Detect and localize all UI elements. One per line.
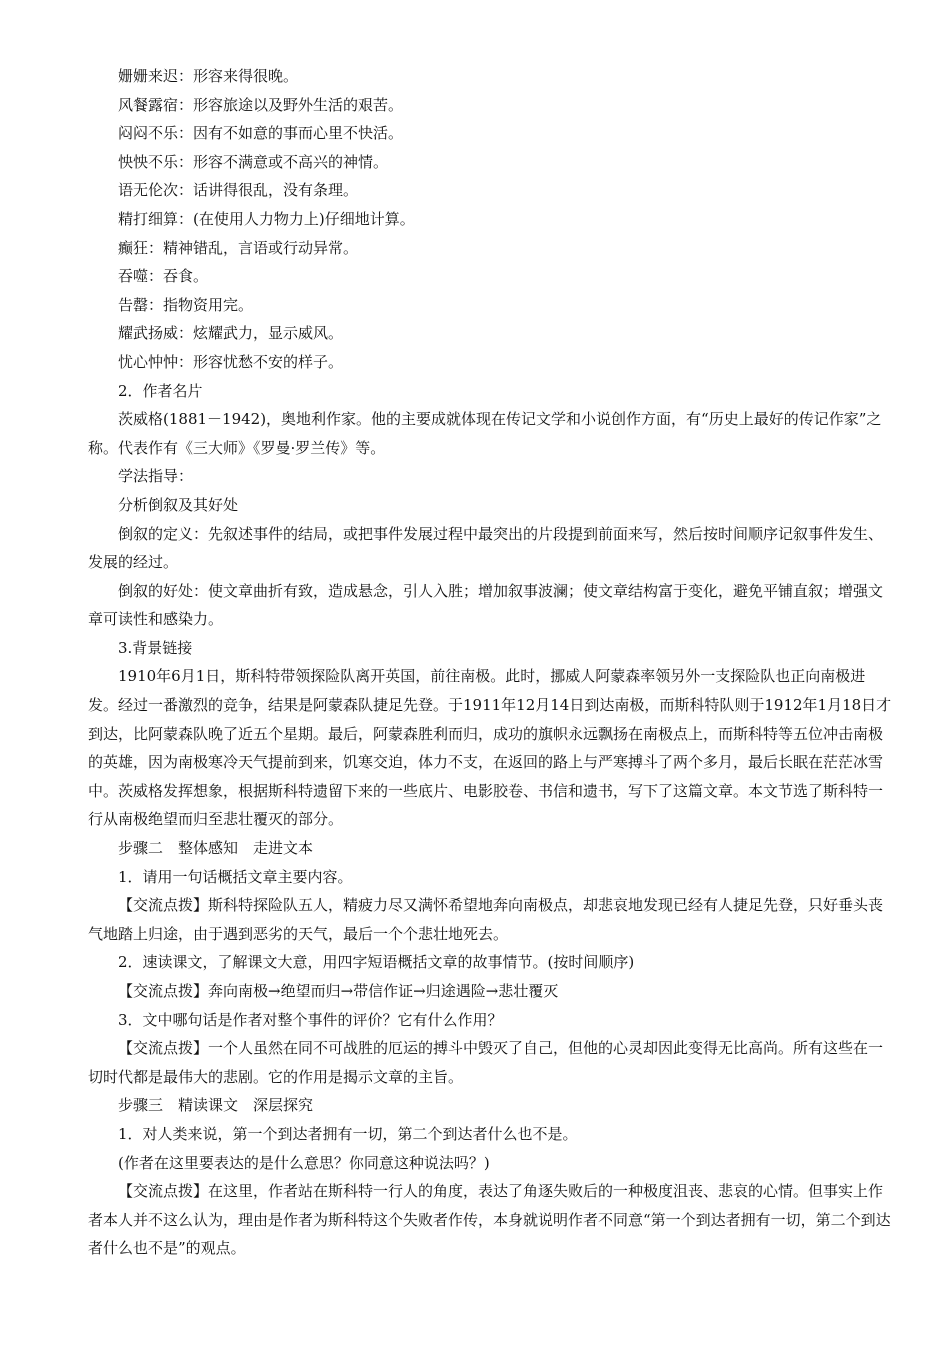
method-benefit: 倒叙的好处：使文章曲折有致，造成悬念，引人入胜；增加叙事波澜；使文章结构富于变化，避免平铺直叙；增强文章可读性和感染力。 xyxy=(88,581,884,629)
vocab-item: 风餐露宿：形容旅途以及野外生活的艰苦。 xyxy=(118,95,404,114)
step2-answer-3: 【交流点拨】一个人虽然在同不可战胜的厄运的搏斗中毁灭了自己，但他的心灵却因此变得无比高尚。所有这些在一切时代都是最伟大的悲剧。它的作用是揭示文章的主旨。 xyxy=(88,1039,884,1086)
vocab-item: 语无伦次：话讲得很乱，没有条理。 xyxy=(118,181,359,200)
step2-question-3: 3．文中哪句话是作者对整个事件的评价？它有什么作用？ xyxy=(118,1010,503,1029)
step3-question-1: 1．对人类来说，第一个到达者拥有一切，第二个到达者什么也不是。 xyxy=(118,1124,578,1143)
vocab-item: 忧心忡忡：形容忧愁不安的样子。 xyxy=(118,352,344,371)
step2-question-1: 1．请用一句话概括文章主要内容。 xyxy=(118,867,353,886)
vocab-item: 怏怏不乐：形容不满意或不高兴的神情。 xyxy=(118,152,389,171)
background-text: 1910年6月1日，斯科特带领探险队离开英国，前往南极。此时，挪威人阿蒙森率领另外一支探险队也正向南极进发。经过一番激烈的竞争，结果是阿蒙森队捷足先登。于1911年12月14日到达南极，而斯科特队则于1912年1月18日才到达，比阿蒙森队晚了近五个星期。最后，阿蒙森胜利而归，成功的旗帜永远飘扬在南极点上，而斯科特等五位冲击南极的英雄，因为南极寒冷天气提前到来，饥寒交迫，体力不支，在返回的路上与严寒搏斗了两个多月，最后长眠在茫茫冰雪中。茨威格发挥想象，根据斯科特遗留下来的一些底片、电影胶卷、书信和遗书，写下了这篇文章。本文节选了斯科特一行从南极绝望而归至悲壮覆灭的部分。 xyxy=(88,667,892,829)
vocab-item: 吞噬：吞食。 xyxy=(118,267,209,286)
step2-question-2: 2．速读课文，了解课文大意，用四字短语概括文章的故事情节。(按时间顺序) xyxy=(118,953,635,972)
step3-question-1-sub: (作者在这里要表达的是什么意思？你同意这种说法吗？) xyxy=(118,1153,490,1172)
step2-answer-2: 【交流点拨】奔向南极→绝望而归→带信作证→归途遇险→悲壮覆灭 xyxy=(118,982,559,1000)
method-definition: 倒叙的定义：先叙述事件的结局，或把事件发展过程中最突出的片段提到前面来写，然后按时间顺序记叙事件发生、发展的经过。 xyxy=(88,524,884,572)
step3-answer-1: 【交流点拨】在这里，作者站在斯科特一行人的角度，表达了角逐失败后的一种极度沮丧、悲哀的心情。但事实上作者本人并不这么认为，理由是作者为斯科特这个失败者作传，本身就说明作者不同意“第一个到达者拥有一切，第二个到达者什么也不是”的观点。 xyxy=(88,1182,891,1258)
vocab-item: 耀武扬威：炫耀武力，显示威风。 xyxy=(118,324,344,343)
author-text: 茨威格(1881－1942)，奥地利作家。他的主要成就体现在传记文学和小说创作方面，有“历史上最好的传记作家”之称。代表作有《三大师》《罗曼·罗兰传》等。 xyxy=(88,410,882,457)
author-heading: 2．作者名片 xyxy=(118,381,203,400)
step3-heading: 步骤三 精读课文 深层探究 xyxy=(118,1096,314,1115)
step2-heading: 步骤二 整体感知 走进文本 xyxy=(118,839,314,858)
vocab-item: 精打细算：(在使用人力物力上)仔细地计算。 xyxy=(118,209,415,228)
document-page xyxy=(88,62,894,1263)
vocab-item: 姗姗来迟：形容来得很晚。 xyxy=(118,67,299,85)
vocab-item: 闷闷不乐：因有不如意的事而心里不快活。 xyxy=(118,124,404,143)
vocab-item: 癫狂：精神错乱，言语或行动异常。 xyxy=(118,238,359,257)
vocab-item: 告罄：指物资用完。 xyxy=(118,295,254,314)
step2-answer-1: 【交流点拨】斯科特探险队五人，精疲力尽又满怀希望地奔向南极点，却悲哀地发现已经有人捷足先登，只好垂头丧气地踏上归途，由于遇到恶劣的天气，最后一个个悲壮地死去。 xyxy=(88,896,884,943)
background-heading: 3.背景链接 xyxy=(118,638,193,657)
method-subheading: 分析倒叙及其好处 xyxy=(118,495,239,514)
method-heading: 学法指导： xyxy=(118,467,194,486)
